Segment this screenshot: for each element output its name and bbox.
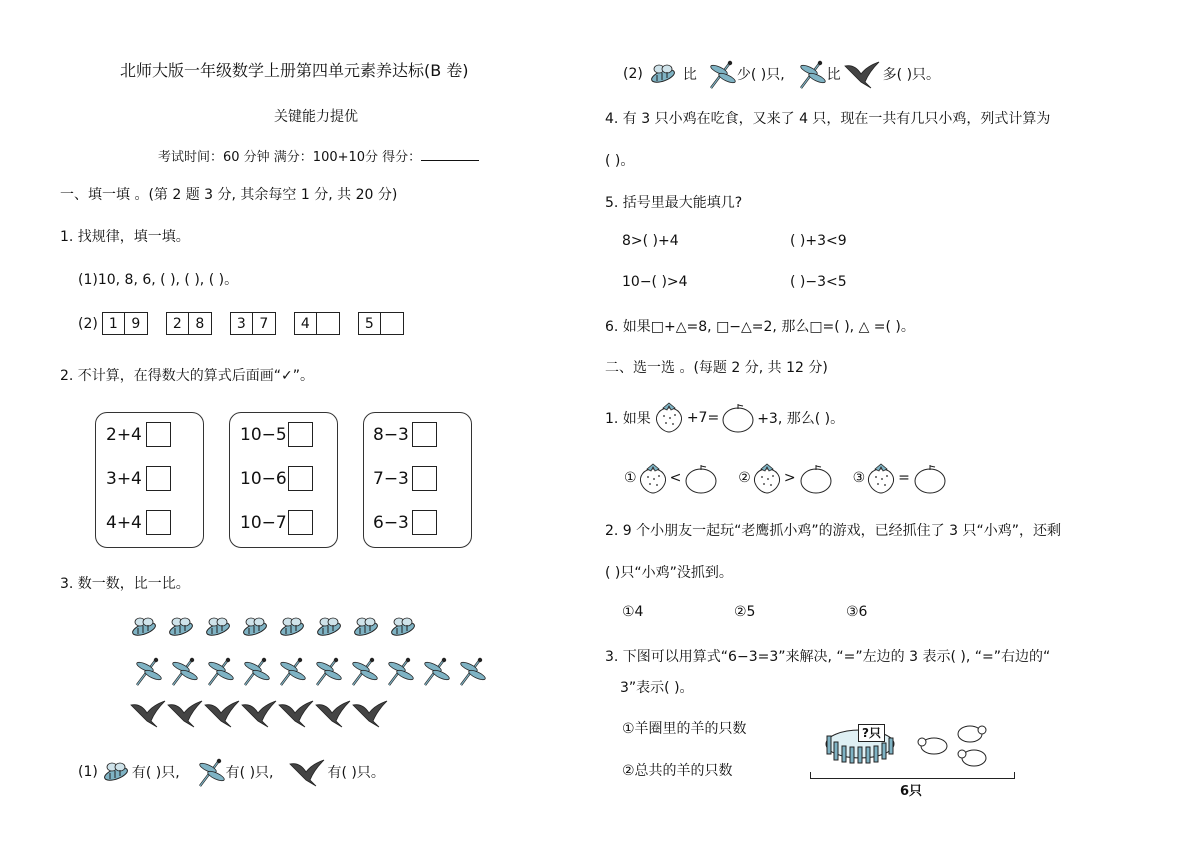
expression: 2+4 — [106, 425, 142, 445]
dragonfly-icon — [352, 658, 379, 685]
dragonfly-icon — [424, 658, 451, 685]
expression: 10−7 — [240, 513, 287, 533]
s2-q3-option[interactable]: ②总共的羊的只数 — [622, 763, 733, 779]
check-box[interactable] — [412, 422, 437, 447]
number-box: 7 — [253, 312, 276, 335]
q3-count-bee: 有( )只, — [131, 765, 180, 781]
q1-part1: (1)10, 8, 6, ( ), ( ), ( )。 — [78, 272, 239, 288]
s2-q2-option[interactable]: ②5 — [734, 604, 756, 620]
check-box[interactable] — [288, 466, 313, 491]
number-box: 1 — [102, 312, 125, 335]
s2-q2-line1: 2. 9 个小朋友一起玩“老鹰抓小鸡”的游戏，已经抓住了 3 只“小鸡”，还剩 — [605, 523, 1061, 539]
s2-q1-prefix: 1. 如果 — [605, 411, 651, 427]
number-pair-5 — [358, 312, 404, 335]
apple-icon — [684, 463, 718, 493]
sheep-pen-icon — [810, 714, 1015, 774]
total-bracket — [810, 772, 1015, 779]
s2-q2-line2: ( )只“小鸡”没抓到。 — [605, 565, 733, 581]
strawberry-icon — [865, 463, 895, 493]
check-box[interactable] — [146, 510, 171, 535]
expression: 10−5 — [240, 425, 287, 445]
option-number: ③ — [852, 470, 866, 486]
expression: 6−3 — [373, 513, 409, 533]
q5-item[interactable]: 10−( )>4 — [622, 274, 688, 290]
s2-q1-mid: +7= — [686, 410, 720, 426]
swallow-icon — [205, 701, 239, 727]
number-box: 3 — [230, 312, 253, 335]
q6-text: 6. 如果□+△=8, □−△=2, 那么□=( ), △ =( )。 — [605, 319, 915, 335]
q3-part1 — [78, 758, 385, 786]
swallow-icon — [353, 701, 387, 727]
q1-part2-label: (2) — [78, 315, 98, 332]
number-pair-3 — [230, 312, 276, 335]
page-title: 北师大版一年级数学上册第四单元素养达标(B 卷) — [120, 61, 469, 80]
expression: 3+4 — [106, 469, 142, 489]
bee-icon — [353, 618, 379, 638]
answer-box[interactable] — [317, 312, 340, 335]
number-box: 5 — [358, 312, 381, 335]
number-box: 9 — [125, 312, 148, 335]
bee-row — [130, 616, 430, 642]
s2-q3-line2: 3”表示( )。 — [620, 680, 694, 696]
expression: 7−3 — [373, 469, 409, 489]
q5-text: 5. 括号里最大能填几? — [605, 195, 743, 211]
dragonfly-icon — [280, 658, 307, 685]
s2-q1-options — [624, 463, 947, 493]
q4-answer[interactable]: ( )。 — [605, 153, 635, 169]
dragonfly-icon — [797, 60, 823, 88]
exam-info-text: 考试时间：60 分钟 满分：100+10分 得分： — [158, 150, 422, 165]
number-box: 2 — [166, 312, 189, 335]
q2-text: 2. 不计算，在得数大的算式后面画“✓”。 — [60, 368, 315, 384]
dragonfly-icon — [707, 60, 733, 88]
bee-icon — [205, 618, 231, 638]
check-box[interactable] — [412, 466, 437, 491]
q3-count-dragonfly: 有( )只, — [225, 765, 274, 781]
sheep-icon — [918, 738, 947, 754]
exam-info — [158, 146, 479, 165]
swallow-icon — [279, 701, 313, 727]
dragonfly-icon — [316, 658, 343, 685]
score-blank[interactable] — [421, 148, 479, 161]
strawberry-icon — [751, 463, 781, 493]
dragonfly-icon — [460, 658, 487, 685]
dragonfly-icon — [172, 658, 199, 685]
dragonfly-icon — [196, 758, 222, 786]
sheep-pen-illustration — [810, 714, 1015, 799]
bee-icon — [279, 618, 305, 638]
dragonfly-icon — [208, 658, 235, 685]
dragonfly-icon — [388, 658, 415, 685]
option-operator: = — [898, 470, 910, 486]
bee-icon — [316, 618, 342, 638]
compare-word: 比 — [826, 67, 841, 83]
bee-icon — [102, 761, 128, 783]
apple-icon — [721, 402, 755, 434]
option-3[interactable] — [853, 463, 947, 493]
swallow-icon — [131, 701, 165, 727]
q4-text: 4. 有 3 只小鸡在吃食，又来了 4 只，现在一共有几只小鸡，列式计算为 — [605, 111, 1051, 127]
dragonfly-row — [133, 657, 493, 689]
compare-word: 比 — [682, 67, 697, 83]
check-box[interactable] — [288, 422, 313, 447]
q3-text: 3. 数一数，比一比。 — [60, 576, 190, 592]
check-box[interactable] — [146, 466, 171, 491]
dragonfly-icon — [136, 658, 163, 685]
subtitle: 关键能力提优 — [274, 109, 358, 125]
answer-box[interactable] — [381, 312, 404, 335]
swallow-icon — [316, 701, 350, 727]
option-2[interactable] — [738, 463, 832, 493]
bee-icon — [242, 618, 268, 638]
section-1-heading: 一、填一填 。(第 2 题 3 分, 其余每空 1 分, 共 20 分) — [60, 187, 398, 203]
s2-q3-option[interactable]: ①羊圈里的羊的只数 — [622, 721, 747, 737]
bee-icon — [390, 618, 416, 638]
dragonfly-icon — [244, 658, 271, 685]
bee-icon — [649, 63, 677, 85]
total-label: 6只 — [900, 784, 923, 799]
option-number: ① — [624, 470, 637, 486]
strawberry-icon — [653, 402, 685, 434]
check-box[interactable] — [288, 510, 313, 535]
expression: 10−6 — [240, 469, 287, 489]
s2-q3-line1: 3. 下图可以用算式“6−3=3”来解决, “=”左边的 3 表示( ), “=”右边的“ — [605, 649, 1051, 665]
bee-icon — [168, 618, 194, 638]
q3-part1-label: (1) — [78, 764, 98, 780]
number-pair-2 — [166, 312, 212, 335]
q1-part2 — [78, 312, 404, 335]
s2-q1 — [605, 402, 844, 434]
strawberry-icon — [637, 463, 667, 493]
number-box: 4 — [294, 312, 317, 335]
option-1[interactable] — [624, 463, 718, 493]
expression: 8−3 — [373, 425, 409, 445]
q3-part2-less: 少( )只, — [736, 67, 785, 83]
q3-count-swallow: 有( )只。 — [327, 765, 385, 781]
number-pair-1 — [102, 312, 148, 335]
swallow-row — [131, 699, 401, 727]
option-operator: > — [783, 470, 796, 486]
q5-item[interactable]: 8>( )+4 — [622, 233, 679, 249]
option-number: ② — [738, 470, 751, 486]
check-box[interactable] — [146, 422, 171, 447]
q3-part2-more: 多( )只。 — [882, 67, 941, 83]
number-box: 8 — [189, 312, 212, 335]
bee-icon — [131, 618, 157, 638]
s2-q2-option[interactable]: ①4 — [622, 604, 644, 620]
section-2-heading: 二、选一选 。(每题 2 分, 共 12 分) — [605, 360, 828, 376]
swallow-icon — [845, 60, 879, 88]
option-operator: < — [669, 470, 682, 486]
sheep-icon — [958, 750, 986, 766]
sheep-icon — [958, 726, 986, 742]
pen-sign: ?只 — [858, 724, 885, 742]
number-pair-4 — [294, 312, 340, 335]
apple-icon — [913, 463, 947, 493]
swallow-icon — [290, 758, 324, 786]
apple-icon — [799, 463, 833, 493]
check-box[interactable] — [412, 510, 437, 535]
q3-part2 — [623, 60, 940, 88]
q5-item[interactable]: ( )+3<9 — [790, 233, 847, 249]
swallow-icon — [242, 701, 276, 727]
swallow-icon — [168, 701, 202, 727]
q5-item[interactable]: ( )−3<5 — [790, 274, 847, 290]
s2-q2-option[interactable]: ③6 — [846, 604, 868, 620]
s2-q1-end: +3, 那么( )。 — [757, 411, 845, 427]
expression: 4+4 — [106, 513, 142, 533]
q1-text: 1. 找规律，填一填。 — [60, 229, 190, 245]
q3-part2-label: (2) — [623, 66, 643, 82]
